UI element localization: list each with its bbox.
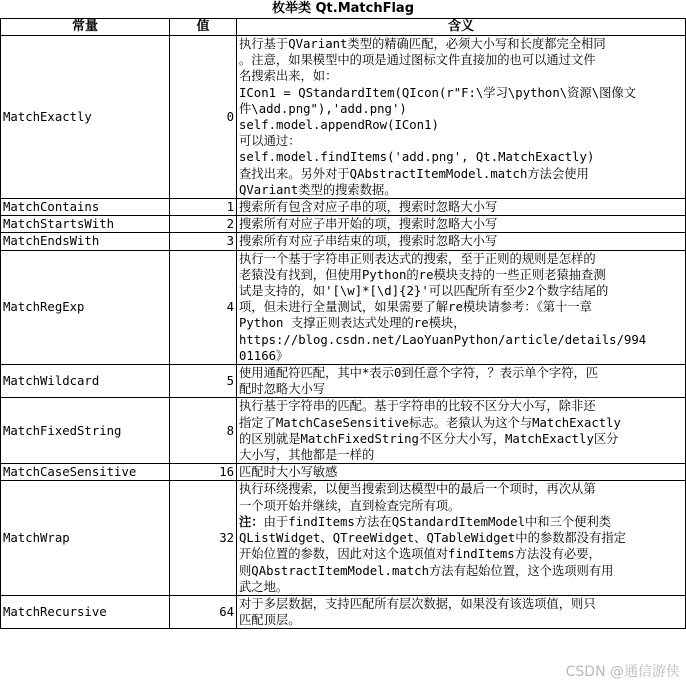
meaning-line: 老猿没有找到，但使用Python的re模块支持的一些正则老猿抽查测 — [239, 267, 606, 282]
table-row — [1, 250, 686, 364]
header-value: 值 — [170, 19, 237, 36]
constant-name: MatchWildcard — [1, 365, 170, 398]
constant-meaning — [237, 481, 686, 595]
meaning-line: 搜索所有包含对应子串的项，搜索时忽略大小写 — [239, 200, 498, 215]
meaning-line: 的区别就是MatchFixedString不区分大小写，MatchExactly区分 — [239, 431, 619, 446]
constant-meaning — [237, 365, 686, 398]
table-row — [1, 216, 686, 233]
meaning-line: 开始位置的参数，因此对这个选项值对findItems方法没有必要， — [239, 547, 601, 562]
meaning-line: 配时忽略大小写 — [239, 382, 326, 397]
constant-value: 3 — [170, 233, 237, 250]
meaning-line: self.model.appendRow(ICon1) — [239, 118, 439, 133]
header-meaning: 含义 — [237, 19, 686, 36]
constant-name: MatchFixedString — [1, 398, 170, 464]
constant-meaning — [237, 199, 686, 216]
table-row — [1, 365, 686, 398]
constant-meaning — [237, 398, 686, 464]
meaning-line: https://blog.csdn.net/LaoYuanPython/article/details/994 — [239, 332, 647, 347]
constant-meaning — [237, 233, 686, 250]
note-prefix: 注： — [239, 514, 264, 529]
meaning-line: Python 支撑正则表达式处理的re模块， — [239, 316, 466, 331]
meaning-line: 匹配顶层。 — [239, 613, 301, 628]
meaning-line: ICon1 = QStandardItem(QIcon(r"F:\学习\python\资源\图像文 — [239, 85, 637, 100]
constant-name: MatchEndsWith — [1, 233, 170, 250]
meaning-line: 搜索所有对应子串结束的项，搜索时忽略大小写 — [239, 234, 498, 249]
constant-value: 5 — [170, 365, 237, 398]
constant-value: 2 — [170, 216, 237, 233]
meaning-line: self.model.findItems('add.png', Qt.MatchExactly) — [239, 150, 595, 165]
constant-name: MatchStartsWith — [1, 216, 170, 233]
table-row — [1, 199, 686, 216]
meaning-line: 执行环绕搜索，以便当搜索到达模型中的最后一个项时，再次从第 — [239, 482, 596, 497]
meaning-line: 一个项开始并继续，直到检查完所有项。 — [239, 498, 461, 513]
constant-meaning — [237, 595, 686, 628]
meaning-line: 注：由于findItems方法在QStandardItemModel中和三个便利类 — [239, 514, 612, 529]
table-row — [1, 464, 686, 481]
meaning-line: 名搜索出来，如： — [239, 69, 338, 84]
meaning-line: 。注意，如果模型中的项是通过图标文件直接加的也可以通过文件 — [239, 53, 596, 68]
constant-value: 64 — [170, 595, 237, 628]
constant-value: 16 — [170, 464, 237, 481]
meaning-line: 执行基于字符串的匹配。基于字符串的比较不区分大小写，除非还 — [239, 399, 596, 414]
table-row — [1, 481, 686, 595]
constant-name: MatchRegExp — [1, 250, 170, 364]
meaning-line: 试是支持的，如'[\w]*[\d]{2}'可以匹配所有至少2个数字结尾的 — [239, 284, 609, 299]
meaning-line: QListWidget、QTreeWidget、QTableWidget中的参数都没有指定 — [239, 531, 626, 546]
header-row — [1, 19, 686, 36]
meaning-line: 查找出来。另外对于QAbstractItemModel.match方法会使用 — [239, 166, 589, 181]
meaning-line: 大小写，其他都是一样的 — [239, 448, 375, 463]
meaning-line: 执行一个基于字符串正则表达式的搜索，至于正则的规则是怎样的 — [239, 251, 596, 266]
meaning-line: 则QAbstractItemModel.match方法有起始位置，这个选项则有用 — [239, 563, 614, 578]
table-title: 枚举类 Qt.MatchFlag — [271, 1, 415, 16]
constant-meaning — [237, 464, 686, 481]
meaning-line: 件\add.png"),'add.png') — [239, 101, 407, 116]
constant-meaning — [237, 250, 686, 364]
constant-name: MatchCaseSensitive — [1, 464, 170, 481]
meaning-line: 使用通配符匹配，其中*表示0到任意个字符，？表示单个字符，匹 — [239, 366, 599, 381]
constant-value: 0 — [170, 36, 237, 199]
constant-name: MatchWrap — [1, 481, 170, 595]
meaning-line: 指定了MatchCaseSensitive标志。老猿认为这个与MatchExactly — [239, 415, 621, 430]
meaning-line: 01166》 — [239, 348, 289, 363]
constant-value: 4 — [170, 250, 237, 364]
constant-value: 8 — [170, 398, 237, 464]
meaning-line: 项，但未进行全量测试，如果需要了解re模块请参考：《第十一章 — [239, 300, 592, 315]
meaning-line: 执行基于QVariant类型的精确匹配，必须大小写和长度都完全相同 — [239, 37, 606, 51]
header-name: 常量 — [1, 19, 170, 36]
constant-name: MatchRecursive — [1, 595, 170, 628]
meaning-line: 对于多层数据，支持匹配所有层次数据，如果没有该选项值，则只 — [239, 596, 596, 611]
constant-name: MatchContains — [1, 199, 170, 216]
meaning-line: 搜索所有对应子串开始的项，搜索时忽略大小写 — [239, 217, 498, 232]
table-row — [1, 36, 686, 199]
constant-value: 1 — [170, 199, 237, 216]
constant-meaning — [237, 216, 686, 233]
meaning-line: 可以通过： — [239, 134, 301, 149]
table-row — [1, 595, 686, 628]
table-row — [1, 233, 686, 250]
meaning-line: QVariant类型的搜索数据。 — [239, 182, 397, 197]
constant-meaning — [237, 36, 686, 199]
watermark: CSDN @通信游侠 — [565, 664, 680, 680]
match-flag-table — [0, 18, 686, 629]
meaning-line: 武之地。 — [239, 579, 289, 594]
table-row — [1, 398, 686, 464]
meaning-line: 匹配时大小写敏感 — [239, 465, 338, 480]
constant-name: MatchExactly — [1, 36, 170, 199]
constant-value: 32 — [170, 481, 237, 595]
